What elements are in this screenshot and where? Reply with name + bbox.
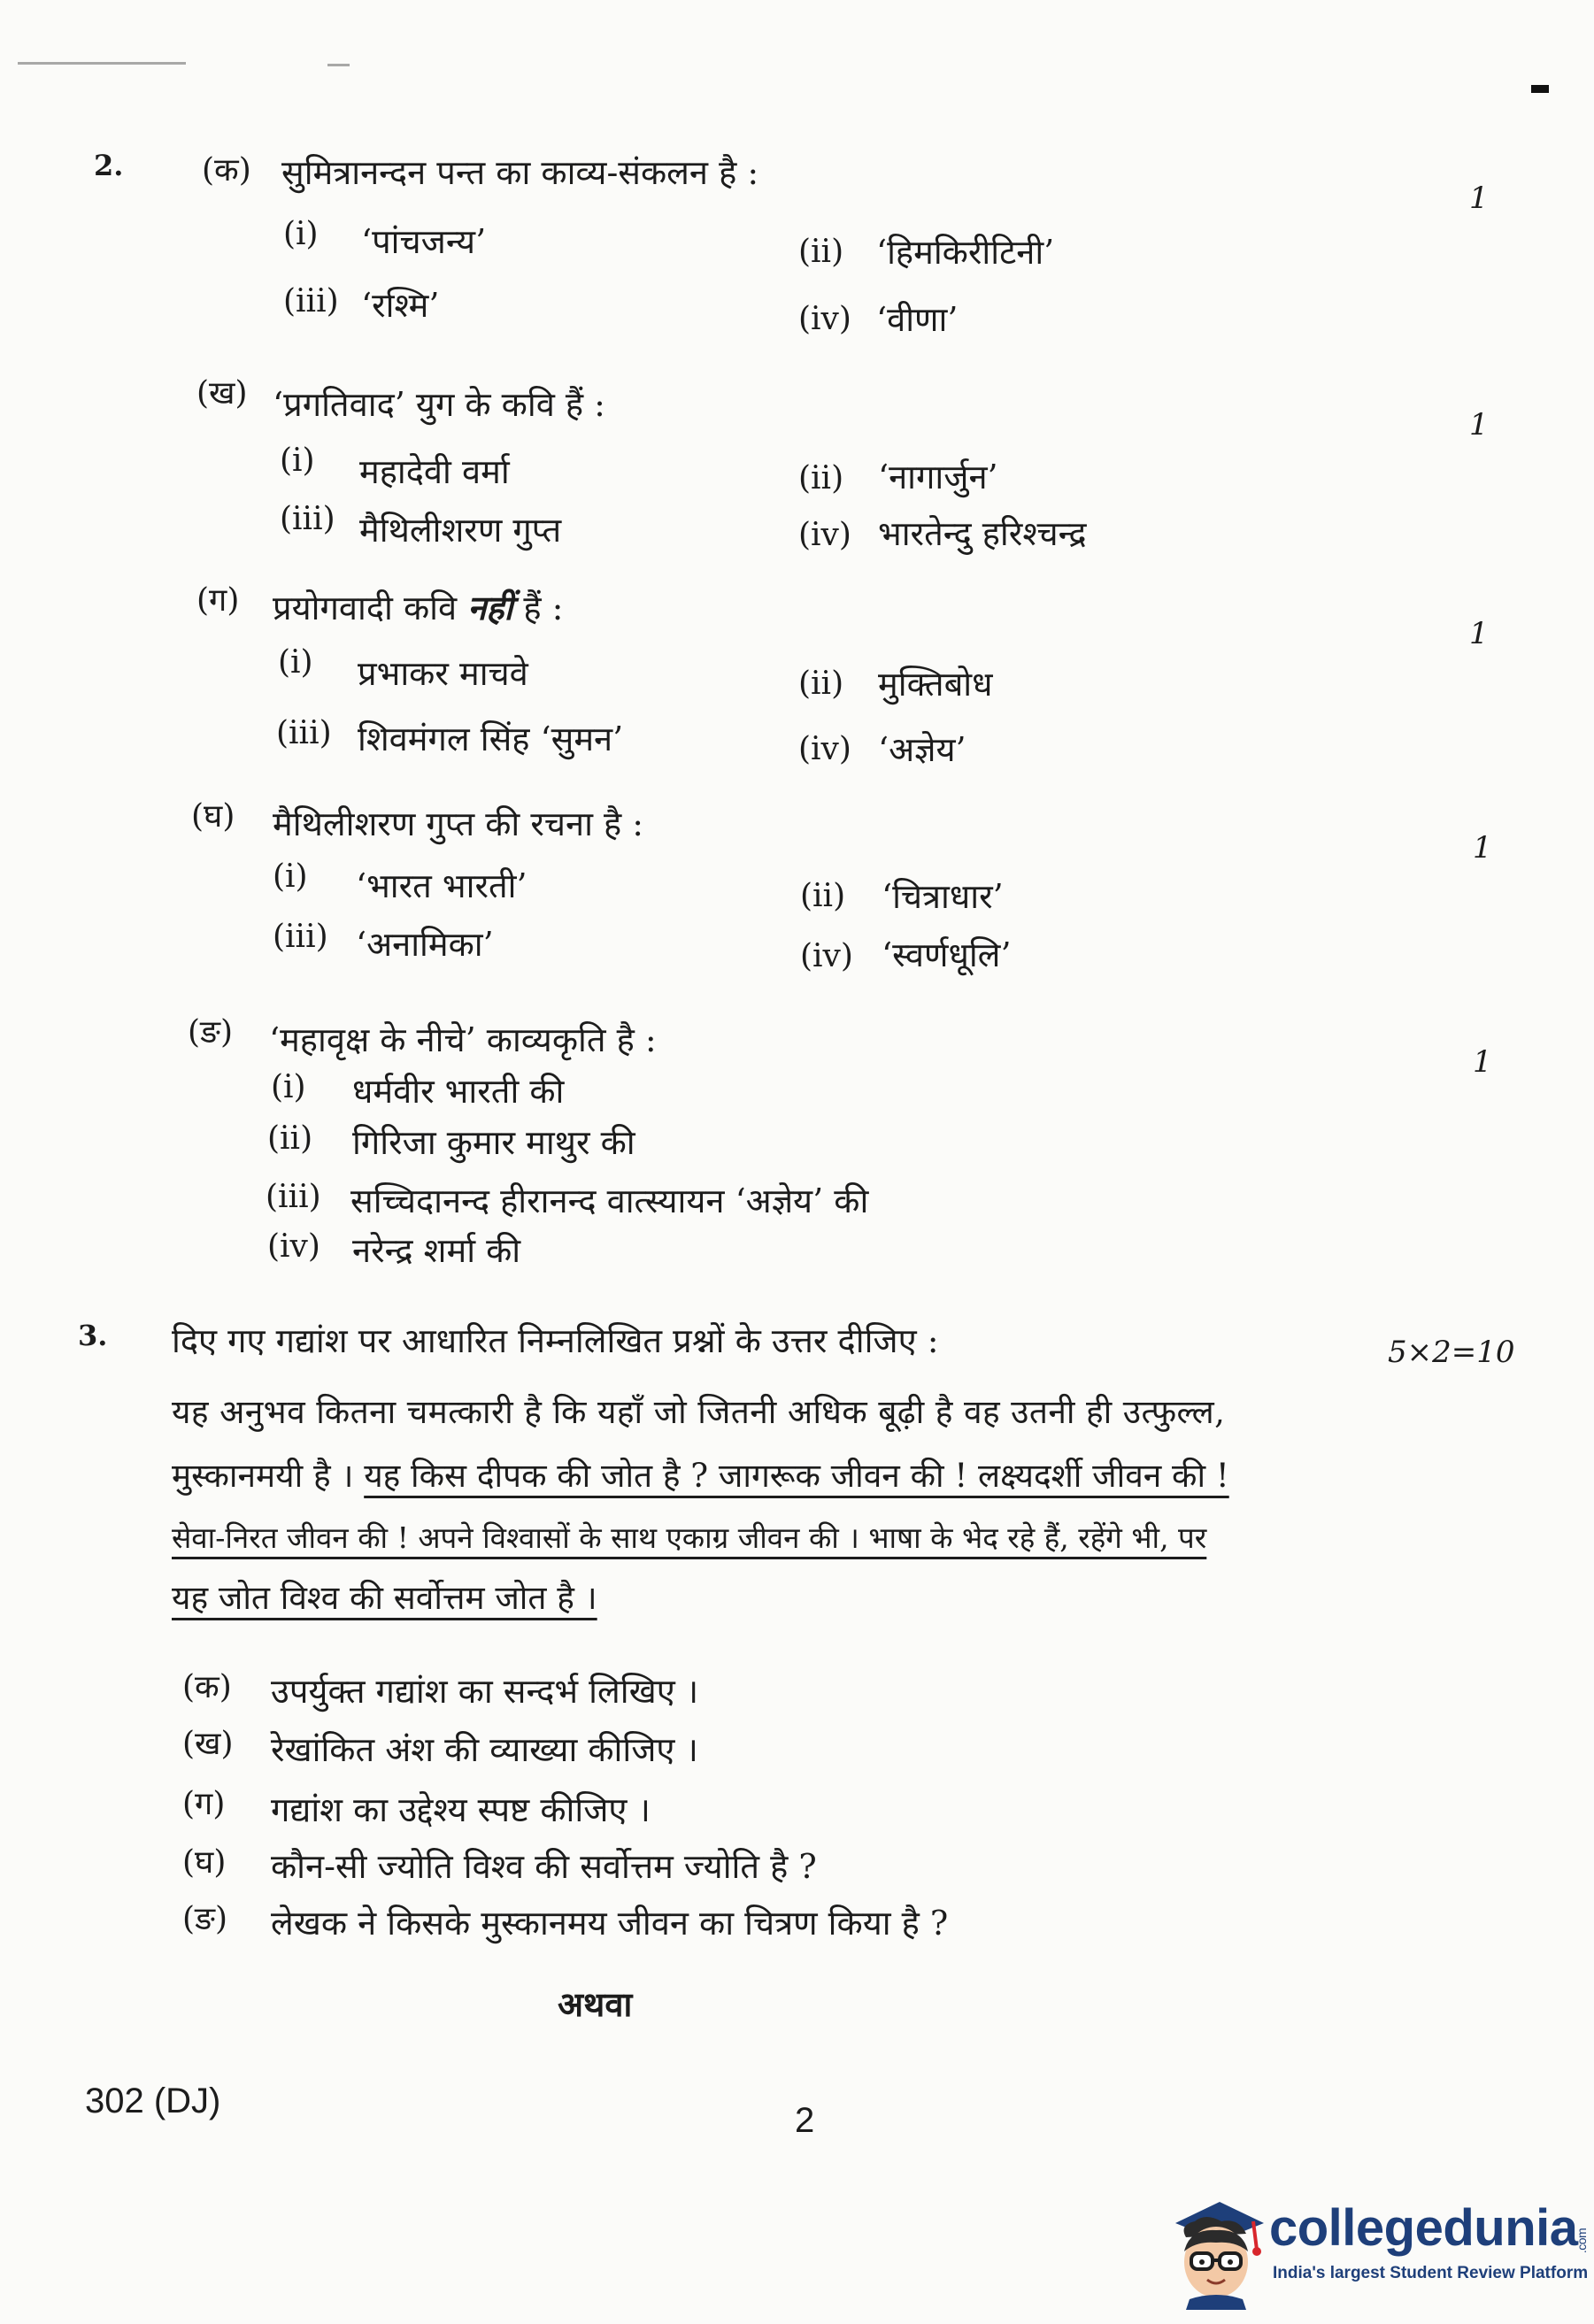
q2-gha-opt-3-text: ‘अनामिका’ (356, 925, 494, 964)
q2-part-nga-prompt: ‘महावृक्ष के नीचे’ काव्यकृति है : (269, 1020, 657, 1059)
q2-part-ga-emphasis: नहीं (467, 588, 513, 627)
q3-instruction: दिए गए गद्यांश पर आधारित निम्नलिखित प्रश्नों के उत्तर दीजिए : (172, 1321, 939, 1360)
q3-passage-line-2 (172, 1444, 1229, 1508)
q2-kha-opt-2-num: (ii) (798, 460, 844, 496)
q2-ka-opt-3-num: (iii) (283, 283, 339, 319)
q2-ga-opt-1-text: प्रभाकर माचवे (358, 654, 528, 693)
q2-ka-opt-1-text: ‘पांचजन्य’ (361, 222, 487, 261)
q2-nga-opt-2-num: (ii) (267, 1120, 313, 1157)
q3-question-4-label: (घ) (182, 1844, 227, 1881)
q2-ka-opt-1-num: (i) (283, 216, 319, 252)
q2-nga-opt-2-text: गिरिजा कुमार माथुर की (352, 1123, 635, 1162)
q2-nga-opt-3-num: (iii) (266, 1179, 321, 1215)
q2-nga-opt-4-text: नरेन्द्र शर्मा की (352, 1231, 521, 1270)
scan-mark-top-left (18, 62, 186, 65)
q3-passage-line-2-underlined: यह किस दीपक की जोत है ? जागरूक जीवन की ! लक्ष्यदर्शी जीवन की ! (364, 1457, 1229, 1495)
q2-kha-opt-4-num: (iv) (798, 517, 851, 553)
q2-gha-opt-3-num: (iii) (273, 919, 328, 955)
q2-gha-opt-4-num: (iv) (800, 938, 853, 974)
q2-ga-opt-3-num: (iii) (276, 715, 332, 751)
q2-ka-opt-4-text: ‘वीणा’ (876, 300, 959, 339)
q2-part-ga-marks: 1 (1469, 616, 1489, 651)
q2-nga-opt-1-text: धर्मवीर भारती की (352, 1072, 565, 1111)
question-2-number: 2. (94, 149, 124, 182)
q2-gha-opt-1-text: ‘भारत भारती’ (356, 866, 527, 905)
q2-kha-opt-3-num: (iii) (280, 501, 335, 537)
q3-question-4-text: कौन-सी ज्योति विश्व की सर्वोत्तम ज्योति है ? (271, 1847, 817, 1886)
q2-part-nga-marks: 1 (1473, 1044, 1492, 1080)
q2-part-ka-marks: 1 (1469, 181, 1489, 216)
brand-suffix: .com (1574, 2228, 1589, 2254)
q2-ka-opt-2-text: ‘हिमकिरीटिनी’ (876, 233, 1055, 272)
q3-question-1-text: उपर्युक्त गद्यांश का सन्दर्भ लिखिए । (271, 1672, 699, 1711)
page-number: 2 (795, 2101, 815, 2140)
q2-ka-opt-4-num: (iv) (798, 301, 851, 337)
q2-part-kha-prompt: ‘प्रगतिवाद’ युग के कवि हैं : (273, 385, 605, 424)
q3-passage-line-1: यह अनुभव कितना चमत्कारी है कि यहाँ जो जितनी अधिक बूढ़ी है वह उतनी ही उत्फुल्ल, (172, 1393, 1226, 1431)
q3-marks: 5×2=10 (1388, 1335, 1515, 1370)
q3-question-1-label: (क) (182, 1669, 232, 1705)
q2-ga-opt-1-num: (i) (278, 644, 313, 681)
paper-code: 302 (DJ) (85, 2082, 221, 2120)
q2-part-ga-prompt: प्रयोगवादी कवि नहीं हैं : (273, 588, 564, 627)
q2-ka-opt-2-num: (ii) (798, 234, 844, 270)
q2-part-kha-marks: 1 (1469, 407, 1489, 442)
q2-part-ka-prompt: सुमित्रानन्दन पन्त का काव्य-संकलन है : (281, 153, 759, 192)
q3-passage-line-4: यह जोत विश्व की सर्वोत्तम जोत है । (172, 1579, 597, 1617)
collegedunia-watermark[interactable] (1159, 2186, 1589, 2310)
q2-ga-opt-3-text: शिवमंगल सिंह ‘सुमन’ (358, 720, 624, 758)
q2-kha-opt-1-num: (i) (280, 442, 315, 479)
q2-kha-opt-4-text: भारतेन्दु हरिश्चन्द्र (878, 514, 1087, 553)
q2-gha-opt-1-num: (i) (273, 858, 308, 895)
q2-ga-opt-4-text: ‘अज्ञेय’ (878, 730, 966, 769)
q2-part-ka-label: (क) (202, 152, 251, 189)
q2-gha-opt-2-text: ‘चित्राधार’ (882, 877, 1004, 916)
scan-mark-top-right (1531, 85, 1549, 93)
q2-part-gha-marks: 1 (1473, 830, 1492, 866)
q2-ga-opt-2-text: मुक्तिबोध (878, 665, 993, 704)
q3-question-5-text: लेखक ने किसके मुस्कानमय जीवन का चित्रण किया है ? (271, 1904, 949, 1943)
q2-part-ga-label: (ग) (196, 582, 240, 619)
q2-nga-opt-1-num: (i) (271, 1069, 306, 1105)
q3-question-5-label: (ङ) (182, 1901, 228, 1937)
q3-question-3-label: (ग) (182, 1786, 226, 1822)
q3-passage-line-3: सेवा-निरत जीवन की ! अपने विश्वासों के साथ एकाग्र जीवन की । भाषा के भेद रहे हैं, रहेंगे भी, पर (172, 1520, 1207, 1555)
q2-gha-opt-2-num: (ii) (800, 878, 846, 914)
q2-part-nga-label: (ङ) (188, 1014, 234, 1050)
q2-ga-opt-2-num: (ii) (798, 666, 844, 702)
q3-question-3-text: गद्यांश का उद्देश्य स्पष्ट कीजिए । (271, 1790, 651, 1829)
q2-kha-opt-3-text: मैथिलीशरण गुप्त (359, 511, 562, 550)
q2-part-kha-label: (ख) (196, 375, 248, 412)
q2-kha-opt-2-text: ‘नागार्जुन’ (878, 458, 998, 496)
q2-nga-opt-3-text: सच्चिदानन्द हीरानन्द वात्स्यायन ‘अज्ञेय’ की (350, 1181, 869, 1220)
q2-kha-opt-1-text: महादेवी वर्मा (359, 452, 510, 491)
q3-question-2-text: रेखांकित अंश की व्याख्या कीजिए । (271, 1730, 698, 1769)
brand-tagline: India's largest Student Review Platform (1273, 2264, 1589, 2282)
scan-mark-top-mid (327, 64, 350, 66)
q2-part-gha-label: (घ) (191, 798, 235, 835)
q2-ka-opt-3-text: ‘रश्मि’ (361, 286, 440, 325)
brand-name: collegedunia (1269, 2199, 1578, 2257)
question-3-number: 3. (78, 1319, 108, 1352)
q2-nga-opt-4-num: (iv) (267, 1228, 320, 1265)
q2-part-gha-prompt: मैथिलीशरण गुप्त की रचना है : (273, 804, 644, 843)
q2-ga-opt-4-num: (iv) (798, 731, 851, 767)
q3-or-label: अथवा (558, 1984, 633, 2024)
q2-gha-opt-4-text: ‘स्वर्णधूलि’ (882, 935, 1012, 974)
q3-passage-line-2-plain: मुस्कानमयी है । (172, 1457, 365, 1495)
q3-question-2-label: (ख) (182, 1726, 234, 1762)
student-mascot-icon (1159, 2186, 1274, 2310)
